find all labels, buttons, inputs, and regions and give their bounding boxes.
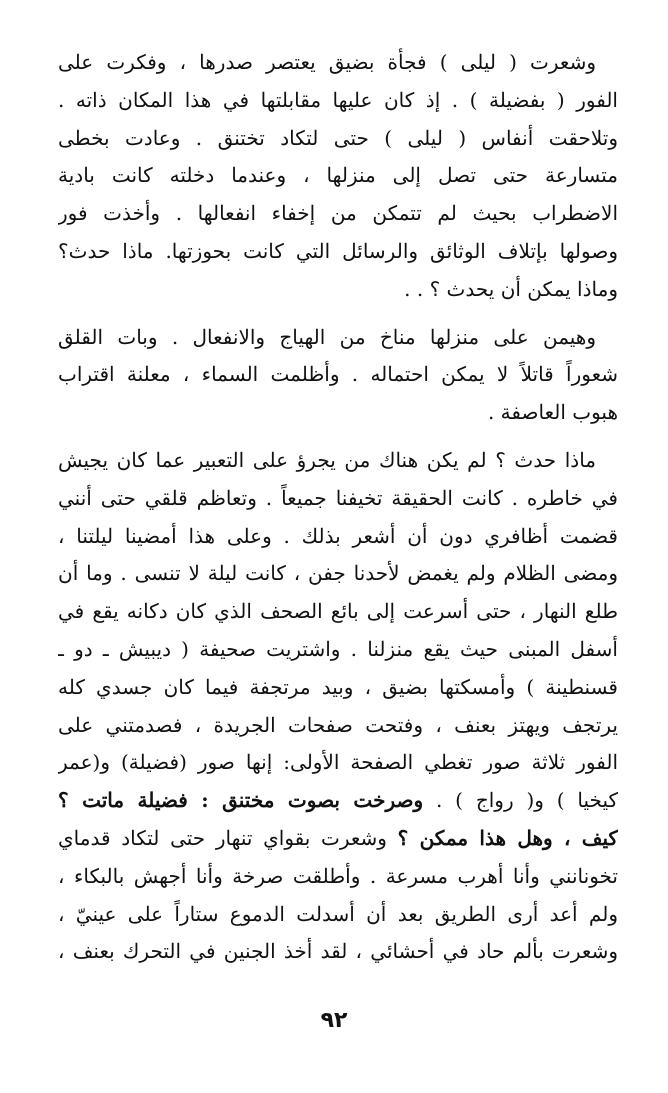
text-line: الفور ثلاثة صور تغطي الصفحة الأولى: إنها صور (فضيلة) و(عمر [58, 750, 618, 775]
text-line: وتلاحقت أنفاس ( ليلى ) حتى لتكاد تختنق . وعادت بخطى [58, 125, 618, 150]
text-line: وشعرت بألم حاد في أحشائي ، لقد أخذ الجنين في التحرك بعنف ، [58, 939, 618, 964]
text-line: ومضى الظلام ولم يغمض لأحدنا جفن ، كانت ليلة لا تنسى . وما أن [58, 561, 618, 586]
text-line: قسنطينة ) وأمسكتها بضيق ، وبيد مرتجفة فيما كان جسدي كله [58, 674, 618, 699]
paragraph-gap [58, 309, 618, 319]
text-segment: كيخيا ) و( رواج ) . [435, 788, 618, 813]
text-line: طلع النهار ، حتى أسرعت إلى بائع الصحف الذي كان دكانه يقع في [58, 599, 618, 624]
text-segment: وشعرت بقواي تنهار حتى لتكاد قدماي [58, 825, 387, 850]
text-line: الفور ( بفضيلة ) . إذ كان عليها مقابلتها في هذا المكان ذاته . [58, 87, 618, 112]
text-line: هبوب العاصفة . [487, 400, 618, 425]
text-line: ولم أعد أرى الطريق بعد أن أسدلت الدموع ستاراً على عينيّ ، [58, 901, 618, 926]
text-line: شعوراً قاتلاً لا يمكن احتماله . وأظلمت السماء ، معلنة اقتراب [58, 362, 618, 387]
text-line-mixed [58, 820, 618, 858]
bold-text-segment: وصرخت بصوت مختنق : فضيلة ماتت ؟ [58, 788, 424, 813]
text-line: أسفل المبنى حيث يقع منزلنا . واشتريت صحيفة ( ديبيش ـ دو ـ [58, 636, 618, 661]
paragraph-3 [58, 442, 618, 971]
text-line: يرتجف ويهتز بعنف ، وفتحت صفحات الجريدة ، فصدمتني على [58, 712, 618, 737]
text-line: قضمت أظافري دون أن أشعر بذلك . وعلى هذا أمضينا ليلتنا ، [58, 523, 618, 548]
text-line: تخونانني وأنا أهرب مسرعة . وأطلقت صرخة وأنا أجهش بالبكاء ، [58, 863, 618, 888]
text-line: الاضطراب بحيث لم تتمكن من إخفاء انفعالها . وأخذت فور [58, 201, 618, 226]
paragraph-gap [58, 432, 618, 442]
page-number: ٩٢ [320, 1008, 348, 1033]
text-line: ماذا حدث ؟ لم يكن هناك من يجرؤ على التعبير عما كان يجيش [58, 447, 596, 472]
text-line: متسارعة حتى تصل إلى منزلها ، وعندما دخلته كانت بادية [58, 163, 618, 188]
paragraph-1 [58, 44, 618, 309]
text-line: وهيمن على منزلها مناخ من الهياج والانفعال . وبات القلق [58, 324, 596, 349]
text-line: وصولها بإتلاف الوثائق والرسائل التي كانت بحوزتها. ماذا حدث؟ [58, 238, 618, 263]
book-page-text [58, 44, 618, 971]
paragraph-2 [58, 319, 618, 432]
text-line: وماذا يمكن أن يحدث ؟ . . [404, 276, 618, 301]
bold-text-segment: كيف ، وهل هذا ممكن ؟ [397, 825, 618, 850]
text-line-mixed [58, 782, 618, 820]
text-line: وشعرت ( ليلى ) فجأة بضيق يعتصر صدرها ، وفكرت على [58, 50, 596, 74]
text-line: في خاطره . كانت الحقيقة تخيفنا جميعاً . وتعاظم قلقي حتى أنني [58, 485, 618, 510]
